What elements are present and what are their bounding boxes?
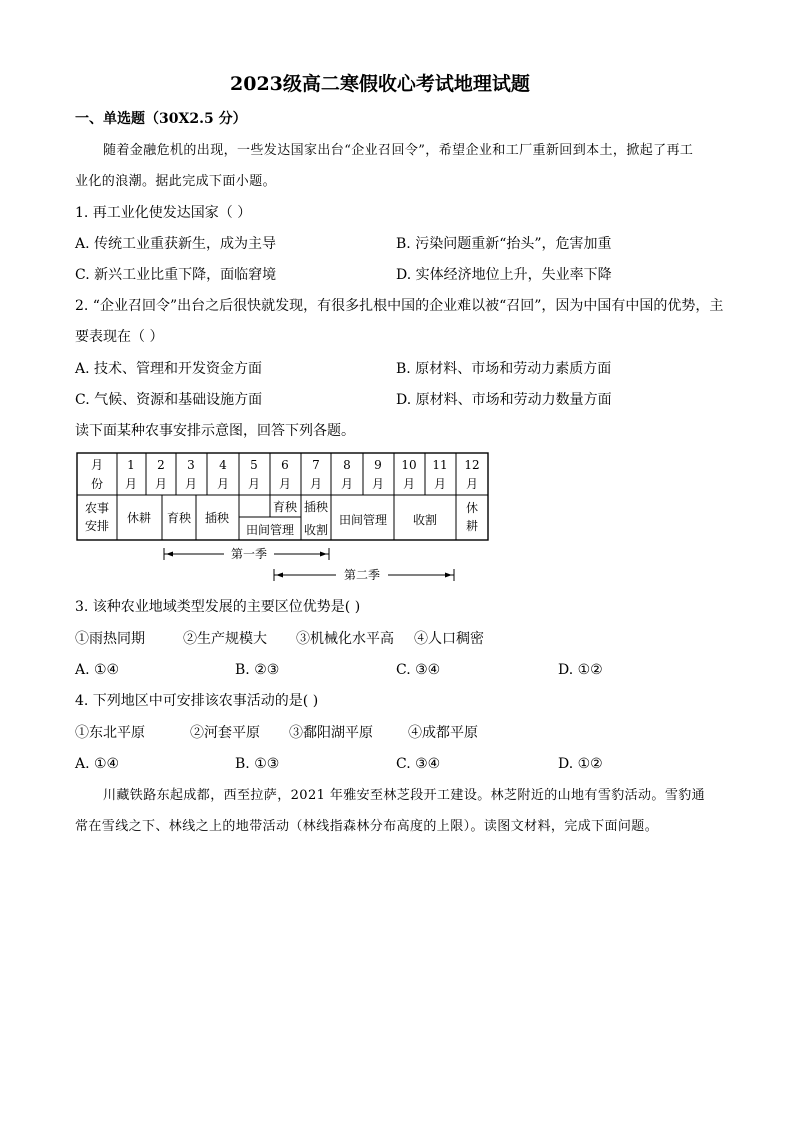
month-header-top: 月 <box>90 458 104 472</box>
month-unit: 月 <box>154 477 168 491</box>
question-2-option-d: D. 原材料、市场和劳动力数量方面 <box>396 392 612 408</box>
question-3-option-d: D. ①② <box>558 662 603 678</box>
row-header-top: 农事 <box>84 501 110 515</box>
question-2-line-1: 2. “企业召回令”出台之后很快就发现，有很多扎根中国的企业难以被“召回”，因为中国有中国的优势，主 <box>75 298 724 314</box>
month-number: 6 <box>281 458 289 472</box>
question-3-statement-1: ①雨热同期 <box>75 631 145 647</box>
month-number: 11 <box>432 458 448 472</box>
question-3-option-a: A. ①④ <box>75 662 120 678</box>
question-3-option-c: C. ③④ <box>396 662 441 678</box>
question-4-statement-2: ②河套平原 <box>190 725 260 741</box>
question-2-option-a: A. 技术、管理和开发资金方面 <box>75 361 263 377</box>
month-number: 7 <box>312 458 320 472</box>
month-number: 5 <box>250 458 258 472</box>
cell-geng: 耕 <box>465 519 479 533</box>
question-3-statement-4: ④人口稠密 <box>414 631 484 647</box>
month-header-bottom: 份 <box>90 477 104 491</box>
cell-tianjian-2: 田间管理 <box>338 513 388 527</box>
page-title: 2023级高二寒假收心考试地理试题 <box>230 73 530 95</box>
question-4-option-c: C. ③④ <box>396 756 441 772</box>
month-unit: 月 <box>340 477 354 491</box>
cell-shouge-1: 收割 <box>303 523 329 537</box>
question-3-stem: 3. 该种农业地域类型发展的主要区位优势是( ) <box>75 599 361 615</box>
month-unit: 月 <box>184 477 198 491</box>
cell-xiu: 休 <box>465 501 479 515</box>
question-3-statement-3: ③机械化水平高 <box>296 631 394 647</box>
month-number: 2 <box>157 458 165 472</box>
question-4-statement-3: ③鄱阳湖平原 <box>289 725 373 741</box>
question-1-option-c: C. 新兴工业比重下降，面临窘境 <box>75 267 277 283</box>
month-unit: 月 <box>402 477 416 491</box>
month-unit: 月 <box>124 477 138 491</box>
passage-3-line-2: 常在雪线之下、林线之上的地带活动（林线指森林分布高度的上限）。读图文材料，完成下面问题。 <box>75 819 659 834</box>
month-number: 9 <box>374 458 382 472</box>
question-2-option-c: C. 气候、资源和基础设施方面 <box>75 392 263 408</box>
question-1-option-a: A. 传统工业重获新生，成为主导 <box>75 236 277 252</box>
season-2-left-arrowhead <box>276 573 283 578</box>
cell-yuyang-1: 育秧 <box>166 511 192 525</box>
month-number: 1 <box>127 458 135 472</box>
passage-1-line-1: 随着金融危机的出现，一些发达国家出台“企业召回令”，希望企业和工厂重新回到本土，掀起了再工 <box>103 143 694 158</box>
question-4-option-b: B. ①③ <box>235 756 280 772</box>
month-unit: 月 <box>309 477 323 491</box>
farming-schedule-diagram <box>74 450 494 590</box>
cell-chayang-1: 插秧 <box>204 511 230 525</box>
question-1-stem: 1. 再工业化使发达国家（ ） <box>75 205 252 221</box>
question-4-statement-4: ④成都平原 <box>408 725 478 741</box>
question-3-statement-2: ②生产规模大 <box>183 631 267 647</box>
cell-chayang-2: 插秧 <box>303 500 329 514</box>
month-unit: 月 <box>216 477 230 491</box>
month-unit: 月 <box>433 477 447 491</box>
month-unit: 月 <box>247 477 261 491</box>
question-2-line-2: 要表现在（ ） <box>75 329 164 345</box>
month-number: 8 <box>343 458 351 472</box>
month-number: 3 <box>187 458 195 472</box>
season-1-label: 第一季 <box>230 547 268 561</box>
question-1-option-d: D. 实体经济地位上升，失业率下降 <box>396 267 612 283</box>
section-heading: 一、单选题（30X2.5 分） <box>75 111 247 127</box>
season-2-label: 第二季 <box>343 568 381 582</box>
question-2-option-b: B. 原材料、市场和劳动力素质方面 <box>396 361 612 377</box>
cell-yuyang-2: 育秧 <box>272 500 298 514</box>
month-number: 12 <box>464 458 480 472</box>
question-4-option-a: A. ①④ <box>75 756 120 772</box>
question-4-stem: 4. 下列地区中可安排该农事活动的是( ) <box>75 693 319 709</box>
question-4-option-d: D. ①② <box>558 756 603 772</box>
month-number: 10 <box>401 458 417 472</box>
month-number: 4 <box>219 458 227 472</box>
season-1-right-arrowhead <box>320 552 327 557</box>
passage-3-line-1: 川藏铁路东起成都，西至拉萨，2021 年雅安至林芝段开工建设。林芝附近的山地有雪豹活动。雪豹通 <box>103 788 706 803</box>
month-unit: 月 <box>278 477 292 491</box>
month-unit: 月 <box>371 477 385 491</box>
row-header-bottom: 安排 <box>84 519 110 533</box>
diagram-intro: 读下面某种农事安排示意图，回答下列各题。 <box>75 423 355 439</box>
question-4-statement-1: ①东北平原 <box>75 725 145 741</box>
passage-1-line-2: 业化的浪潮。据此完成下面小题。 <box>75 174 277 189</box>
season-2-right-arrowhead <box>445 573 452 578</box>
season-1-left-arrowhead <box>166 552 173 557</box>
question-3-option-b: B. ②③ <box>235 662 280 678</box>
cell-shouge-2: 收割 <box>412 513 438 527</box>
cell-xiugeng-1: 休耕 <box>126 511 152 525</box>
question-1-option-b: B. 污染问题重新“抬头”，危害加重 <box>396 236 612 252</box>
month-numbers <box>127 458 479 472</box>
cell-tianjian-1: 田间管理 <box>245 523 295 537</box>
month-unit: 月 <box>465 477 479 491</box>
